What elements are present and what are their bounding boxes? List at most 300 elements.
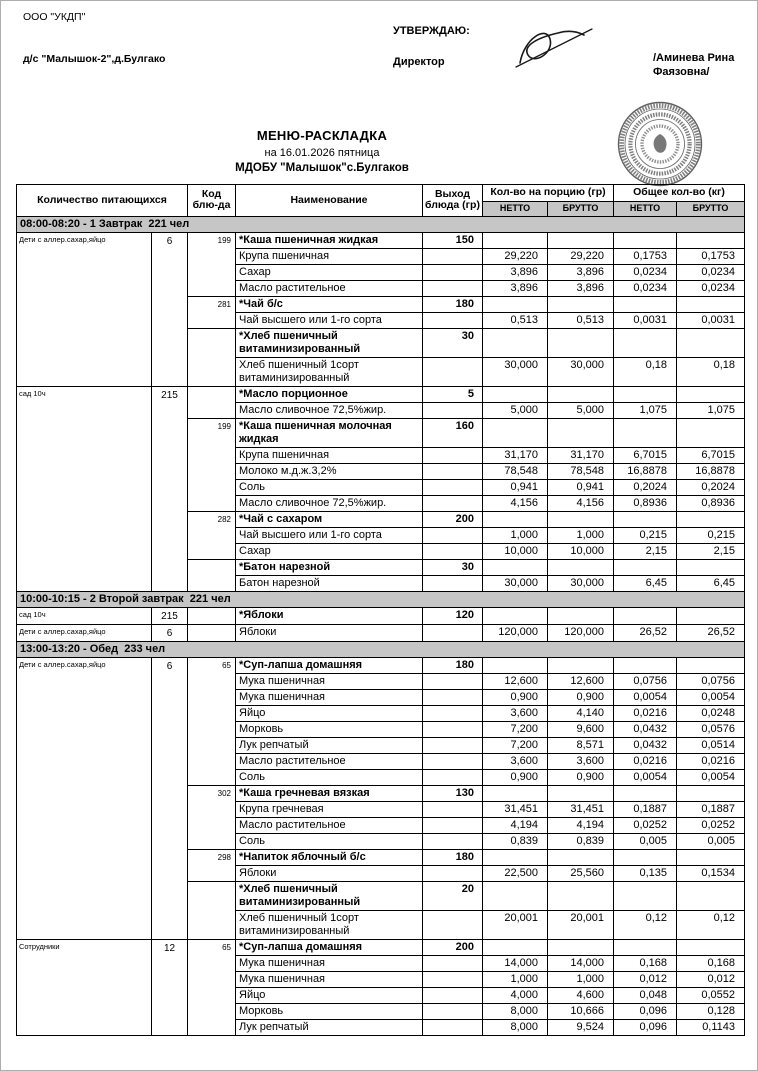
brutto-portion-cell: 9,524 [548,1019,614,1035]
dish-code-cell: 65 [188,657,236,785]
count-cell: 12 [152,939,188,1035]
netto-total-cell: 6,45 [614,575,677,591]
dish-output-cell [423,248,483,264]
netto-total-cell: 0,0216 [614,705,677,721]
netto-portion-cell [483,511,548,527]
netto-portion-cell: 22,500 [483,865,548,881]
netto-total-cell: 0,0054 [614,689,677,705]
netto-total-cell: 0,2024 [614,479,677,495]
brutto-total-cell: 0,1534 [677,865,745,881]
col-header-brutto-total: БРУТТО [677,201,745,216]
dish-output-cell [423,402,483,418]
count-cell: 215 [152,607,188,624]
netto-portion-cell [483,657,548,673]
brutto-portion-cell [548,881,614,910]
ingredient-name-cell: Морковь [236,1003,423,1019]
netto-portion-cell: 12,600 [483,673,548,689]
dish-output-cell: 20 [423,881,483,910]
ingredient-name-cell: Соль [236,769,423,785]
netto-total-cell: 16,8878 [614,463,677,479]
ingredient-name-cell: Соль [236,833,423,849]
netto-total-cell [614,386,677,402]
brutto-portion-cell: 31,170 [548,447,614,463]
brutto-total-cell [677,386,745,402]
brutto-total-cell: 6,45 [677,575,745,591]
brutto-portion-cell: 78,548 [548,463,614,479]
netto-total-cell [614,232,677,248]
netto-total-cell [614,559,677,575]
netto-portion-cell: 3,600 [483,705,548,721]
netto-total-cell [614,328,677,357]
dish-name-cell: *Суп-лапша домашняя [236,657,423,673]
ingredient-name-cell: Масло сливочное 72,5%жир. [236,402,423,418]
netto-portion-cell [483,849,548,865]
brutto-total-cell [677,849,745,865]
brutto-total-cell: 2,15 [677,543,745,559]
netto-portion-cell [483,418,548,447]
signature-scribble [506,19,602,75]
netto-portion-cell: 120,000 [483,624,548,641]
dish-output-cell [423,910,483,939]
brutto-portion-cell: 25,560 [548,865,614,881]
brutto-portion-cell: 20,001 [548,910,614,939]
brutto-portion-cell: 30,000 [548,575,614,591]
dish-output-cell [423,543,483,559]
dish-output-cell [423,264,483,280]
round-stamp-icon [617,101,703,187]
brutto-portion-cell [548,296,614,312]
brutto-portion-cell: 8,571 [548,737,614,753]
ingredient-name-cell: Мука пшеничная [236,971,423,987]
dish-output-cell: 120 [423,607,483,624]
brutto-portion-cell: 3,896 [548,280,614,296]
brutto-portion-cell: 4,156 [548,495,614,511]
title-block [16,128,628,174]
menu-table [16,184,745,1036]
dish-output-cell: 200 [423,939,483,955]
brutto-total-cell: 0,0576 [677,721,745,737]
netto-portion-cell [483,939,548,955]
dish-code-cell: 281 [188,296,236,328]
category-cell: Дети с аллер.сахар,яйцо [17,232,152,386]
table-row [17,607,745,624]
dish-name-cell: *Батон нарезной [236,559,423,575]
netto-total-cell: 1,075 [614,402,677,418]
netto-portion-cell: 31,170 [483,447,548,463]
brutto-total-cell: 1,075 [677,402,745,418]
dish-output-cell [423,955,483,971]
netto-portion-cell: 4,000 [483,987,548,1003]
netto-total-cell: 0,0031 [614,312,677,328]
netto-total-cell: 0,048 [614,987,677,1003]
dish-code-cell [188,328,236,386]
brutto-portion-cell: 4,194 [548,817,614,833]
dish-name-cell: *Напиток яблочный б/с [236,849,423,865]
brutto-total-cell: 0,0054 [677,689,745,705]
dish-output-cell [423,753,483,769]
ingredient-name-cell: Батон нарезной [236,575,423,591]
netto-portion-cell: 8,000 [483,1019,548,1035]
brutto-total-cell: 0,0216 [677,753,745,769]
brutto-portion-cell: 0,839 [548,833,614,849]
menu-table-header [17,185,745,217]
ingredient-name-cell: Крупа пшеничная [236,447,423,463]
col-header-netto-total: НЕТТО [614,201,677,216]
section-band: 13:00-13:20 - Обед 233 чел [17,641,745,657]
netto-total-cell: 0,005 [614,833,677,849]
brutto-portion-cell: 120,000 [548,624,614,641]
netto-portion-cell: 31,451 [483,801,548,817]
section-band: 10:00-10:15 - 2 Второй завтрак 221 чел [17,591,745,607]
dish-output-cell [423,1003,483,1019]
netto-portion-cell: 7,200 [483,721,548,737]
netto-total-cell: 0,215 [614,527,677,543]
col-header-brutto-portion: БРУТТО [548,201,614,216]
brutto-portion-cell: 9,600 [548,721,614,737]
brutto-portion-cell [548,418,614,447]
ingredient-name-cell: Масло растительное [236,753,423,769]
dish-name-cell: *Хлеб пшеничный витаминизированный [236,328,423,357]
dish-output-cell [423,833,483,849]
brutto-total-cell [677,418,745,447]
brutto-total-cell: 0,005 [677,833,745,849]
netto-portion-cell: 30,000 [483,575,548,591]
brutto-portion-cell [548,607,614,624]
brutto-total-cell: 0,1143 [677,1019,745,1035]
ingredient-name-cell: Масло растительное [236,817,423,833]
brutto-portion-cell: 14,000 [548,955,614,971]
brutto-total-cell: 0,1887 [677,801,745,817]
netto-portion-cell: 3,896 [483,264,548,280]
ingredient-name-cell: Яблоки [236,624,423,641]
netto-portion-cell: 3,600 [483,753,548,769]
section-row [17,641,745,657]
brutto-portion-cell [548,849,614,865]
dish-output-cell: 180 [423,849,483,865]
brutto-total-cell: 26,52 [677,624,745,641]
brutto-total-cell [677,296,745,312]
netto-portion-cell: 0,513 [483,312,548,328]
brutto-portion-cell [548,939,614,955]
brutto-portion-cell [548,785,614,801]
dish-output-cell [423,575,483,591]
brutto-total-cell [677,559,745,575]
dish-output-cell: 160 [423,418,483,447]
table-row [17,657,745,673]
netto-portion-cell: 0,900 [483,689,548,705]
netto-total-cell: 0,096 [614,1003,677,1019]
netto-total-cell: 0,12 [614,910,677,939]
netto-total-cell [614,296,677,312]
dish-output-cell [423,801,483,817]
brutto-portion-cell [548,657,614,673]
netto-portion-cell: 4,156 [483,495,548,511]
dish-output-cell [423,689,483,705]
col-header-code: Код блю-да [188,185,236,217]
dish-output-cell [423,479,483,495]
brutto-portion-cell: 1,000 [548,971,614,987]
netto-total-cell [614,607,677,624]
netto-portion-cell: 20,001 [483,910,548,939]
count-cell: 215 [152,386,188,591]
col-header-netto-portion: НЕТТО [483,201,548,216]
ingredient-name-cell: Сахар [236,543,423,559]
netto-total-cell: 6,7015 [614,447,677,463]
dish-output-cell [423,1019,483,1035]
ingredient-name-cell: Яйцо [236,987,423,1003]
brutto-total-cell: 0,0031 [677,312,745,328]
dish-code-cell [188,559,236,591]
document-title: МЕНЮ-РАСКЛАДКА [256,128,388,143]
ingredient-name-cell: Лук репчатый [236,737,423,753]
col-header-total: Общее кол-во (кг) [614,185,745,202]
ingredient-name-cell: Яблоки [236,865,423,881]
dish-name-cell: *Каша пшеничная молочная жидкая [236,418,423,447]
brutto-portion-cell [548,386,614,402]
brutto-total-cell: 0,2024 [677,479,745,495]
dish-name-cell: *Яблоки [236,607,423,624]
brutto-total-cell: 0,0514 [677,737,745,753]
brutto-portion-cell [548,559,614,575]
dish-output-cell [423,312,483,328]
brutto-total-cell: 0,0234 [677,264,745,280]
netto-total-cell: 0,096 [614,1019,677,1035]
brutto-portion-cell: 0,900 [548,689,614,705]
brutto-portion-cell [548,232,614,248]
brutto-portion-cell: 4,140 [548,705,614,721]
netto-total-cell [614,939,677,955]
netto-portion-cell: 78,548 [483,463,548,479]
brutto-portion-cell: 10,666 [548,1003,614,1019]
brutto-portion-cell: 10,000 [548,543,614,559]
col-header-name: Наименование [236,185,423,217]
ingredient-name-cell: Мука пшеничная [236,689,423,705]
brutto-portion-cell [548,511,614,527]
dish-output-cell: 200 [423,511,483,527]
ingredient-name-cell: Крупа гречневая [236,801,423,817]
category-cell: сад 10ч [17,607,152,624]
dish-output-cell [423,280,483,296]
netto-total-cell: 0,0054 [614,769,677,785]
dish-name-cell: *Суп-лапша домашняя [236,939,423,955]
netto-total-cell [614,657,677,673]
dish-output-cell [423,817,483,833]
netto-total-cell: 2,15 [614,543,677,559]
section-row [17,216,745,232]
brutto-portion-cell: 4,600 [548,987,614,1003]
dish-output-cell: 150 [423,232,483,248]
dish-output-cell: 130 [423,785,483,801]
brutto-total-cell: 0,0756 [677,673,745,689]
dish-code-cell: 302 [188,785,236,849]
col-header-portion: Кол-во на порцию (гр) [483,185,614,202]
brutto-total-cell [677,657,745,673]
netto-portion-cell: 30,000 [483,357,548,386]
dish-output-cell [423,447,483,463]
dish-output-cell [423,769,483,785]
institution-name: МДОБУ "Малышок"с.Булгаков [235,162,409,174]
dish-output-cell [423,865,483,881]
netto-portion-cell [483,232,548,248]
brutto-portion-cell: 3,896 [548,264,614,280]
netto-total-cell: 0,135 [614,865,677,881]
netto-total-cell [614,418,677,447]
brutto-total-cell: 0,128 [677,1003,745,1019]
brutto-portion-cell: 5,000 [548,402,614,418]
dish-output-cell [423,463,483,479]
netto-portion-cell [483,785,548,801]
dish-code-cell [188,624,236,641]
brutto-portion-cell: 1,000 [548,527,614,543]
dish-output-cell: 180 [423,296,483,312]
dish-output-cell: 180 [423,657,483,673]
dish-code-cell [188,386,236,418]
table-row [17,624,745,641]
netto-total-cell: 0,168 [614,955,677,971]
netto-portion-cell [483,296,548,312]
table-row [17,232,745,248]
director-name: /Аминева Рина Фаязовна/ [653,52,735,79]
dish-output-cell [423,527,483,543]
ingredient-name-cell: Мука пшеничная [236,955,423,971]
brutto-portion-cell [548,328,614,357]
ingredient-name-cell: Морковь [236,721,423,737]
brutto-total-cell: 0,0234 [677,280,745,296]
dish-output-cell [423,673,483,689]
netto-portion-cell [483,881,548,910]
brutto-total-cell [677,881,745,910]
dish-output-cell [423,495,483,511]
dish-name-cell: *Масло порционное [236,386,423,402]
brutto-portion-cell: 12,600 [548,673,614,689]
table-row [17,939,745,955]
brutto-total-cell [677,328,745,357]
dish-code-cell: 199 [188,418,236,511]
menu-table-body [17,216,745,1035]
signature [506,19,602,80]
approve-label: УТВЕРЖДАЮ: [393,25,470,37]
netto-portion-cell: 10,000 [483,543,548,559]
dish-output-cell [423,971,483,987]
brutto-total-cell: 0,0252 [677,817,745,833]
brutto-portion-cell: 31,451 [548,801,614,817]
netto-portion-cell [483,607,548,624]
dish-code-cell: 282 [188,511,236,559]
dish-name-cell: *Чай б/с [236,296,423,312]
netto-portion-cell: 1,000 [483,527,548,543]
ingredient-name-cell: Сахар [236,264,423,280]
brutto-total-cell: 0,012 [677,971,745,987]
netto-total-cell: 0,1753 [614,248,677,264]
brutto-total-cell [677,511,745,527]
netto-total-cell: 0,0216 [614,753,677,769]
netto-total-cell [614,849,677,865]
netto-total-cell: 0,0252 [614,817,677,833]
col-header-output: Выход блюда (гр) [423,185,483,217]
brutto-total-cell [677,785,745,801]
section-band: 08:00-08:20 - 1 Завтрак 221 чел [17,216,745,232]
netto-total-cell: 0,0432 [614,721,677,737]
ingredient-name-cell: Соль [236,479,423,495]
dish-name-cell: *Чай с сахаром [236,511,423,527]
category-cell: Сотрудники [17,939,152,1035]
brutto-total-cell: 0,0248 [677,705,745,721]
document-date: на 16.01.2026 пятница [264,147,380,159]
brutto-total-cell: 0,18 [677,357,745,386]
brutto-total-cell: 0,8936 [677,495,745,511]
brutto-portion-cell: 29,220 [548,248,614,264]
brutto-total-cell: 0,0552 [677,987,745,1003]
ingredient-name-cell: Крупа пшеничная [236,248,423,264]
dish-code-cell [188,607,236,624]
dish-output-cell [423,721,483,737]
netto-portion-cell [483,386,548,402]
brutto-total-cell: 0,168 [677,955,745,971]
brutto-total-cell: 0,215 [677,527,745,543]
netto-total-cell: 0,18 [614,357,677,386]
dish-output-cell [423,987,483,1003]
netto-portion-cell [483,559,548,575]
netto-total-cell [614,511,677,527]
netto-total-cell: 0,0234 [614,264,677,280]
netto-portion-cell: 7,200 [483,737,548,753]
netto-total-cell: 0,012 [614,971,677,987]
dish-output-cell [423,624,483,641]
dish-output-cell: 5 [423,386,483,402]
dish-name-cell: *Хлеб пшеничный витаминизированный [236,881,423,910]
ingredient-name-cell: Масло сливочное 72,5%жир. [236,495,423,511]
netto-total-cell: 0,1887 [614,801,677,817]
netto-total-cell [614,785,677,801]
dish-output-cell [423,737,483,753]
brutto-portion-cell: 3,600 [548,753,614,769]
netto-portion-cell: 14,000 [483,955,548,971]
netto-total-cell: 26,52 [614,624,677,641]
count-cell: 6 [152,232,188,386]
netto-total-cell: 0,0234 [614,280,677,296]
brutto-total-cell [677,232,745,248]
brutto-total-cell: 16,8878 [677,463,745,479]
dish-output-cell [423,357,483,386]
brutto-total-cell [677,607,745,624]
netto-portion-cell: 8,000 [483,1003,548,1019]
netto-portion-cell: 3,896 [483,280,548,296]
dish-output-cell: 30 [423,559,483,575]
kindergarten-name: д/с "Малышок-2",д.Булгако [23,53,166,65]
dish-output-cell [423,705,483,721]
brutto-portion-cell: 30,000 [548,357,614,386]
section-row [17,591,745,607]
brutto-portion-cell: 0,513 [548,312,614,328]
brutto-total-cell: 0,12 [677,910,745,939]
netto-portion-cell: 5,000 [483,402,548,418]
count-cell: 6 [152,657,188,939]
netto-total-cell: 0,8936 [614,495,677,511]
ingredient-name-cell: Чай высшего или 1-го сорта [236,527,423,543]
ingredient-name-cell: Лук репчатый [236,1019,423,1035]
ingredient-name-cell: Молоко м.д.ж.3,2% [236,463,423,479]
netto-portion-cell: 4,194 [483,817,548,833]
category-cell: сад 10ч [17,386,152,591]
dish-output-cell: 30 [423,328,483,357]
dish-name-cell: *Каша гречневая вязкая [236,785,423,801]
brutto-total-cell: 0,0054 [677,769,745,785]
category-cell: Дети с аллер.сахар,яйцо [17,624,152,641]
netto-total-cell [614,881,677,910]
organization-name: ООО "УКДП" [23,11,86,23]
dish-code-cell: 298 [188,849,236,881]
ingredient-name-cell: Яйцо [236,705,423,721]
